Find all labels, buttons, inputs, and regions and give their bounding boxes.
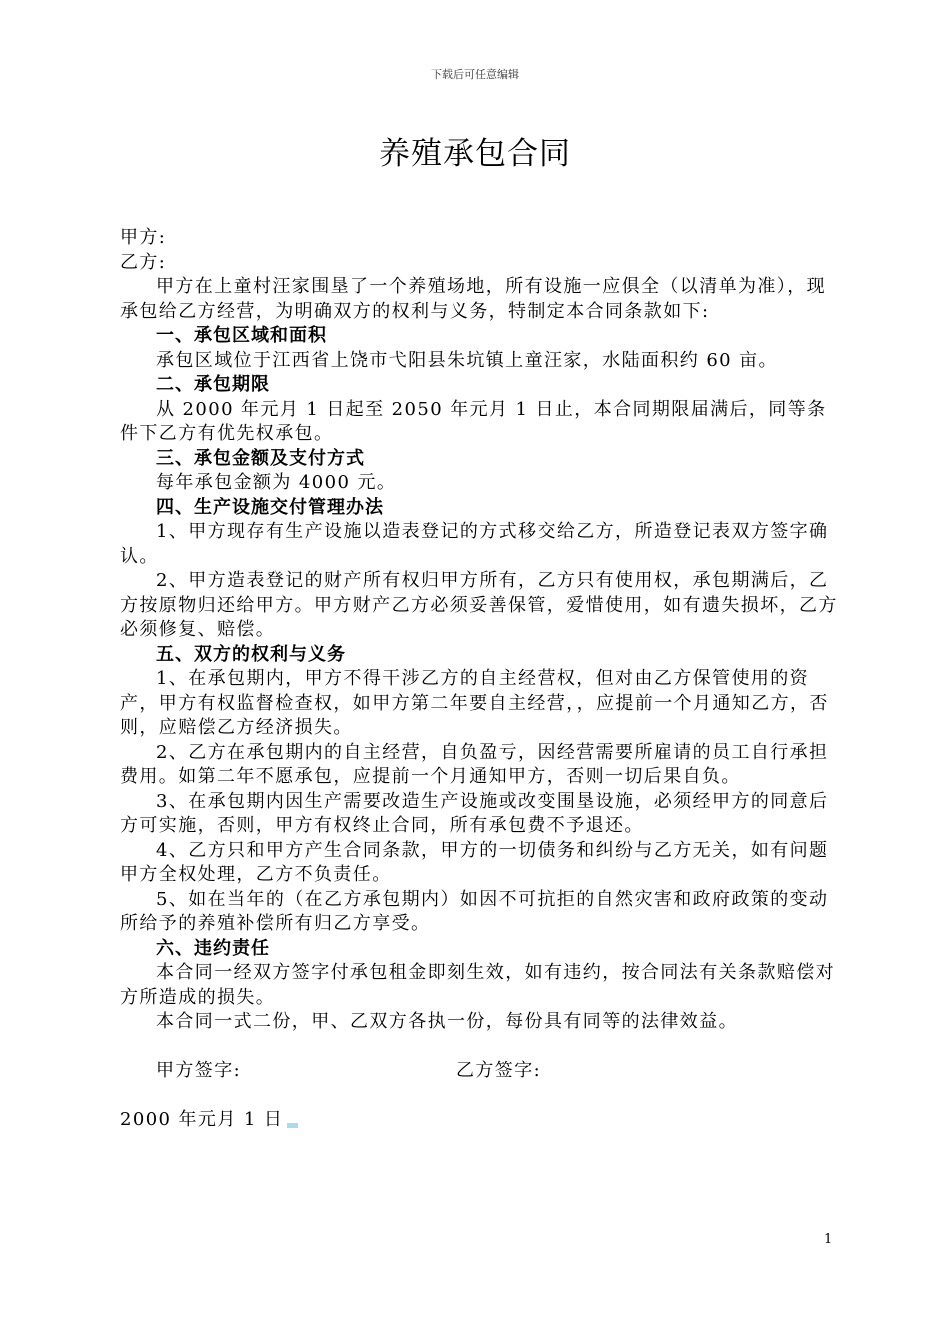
signature-a-label: 甲方签字: <box>156 1060 242 1081</box>
blank-line <box>120 1035 840 1060</box>
contract-body <box>120 226 840 1133</box>
section-paragraph: 1、甲方现存有生产设施以造表登记的方式移交给乙方，所造登记表双方签字确认。 <box>120 521 829 567</box>
section-heading: 四、生产设施交付管理办法 <box>156 496 384 518</box>
signature-row <box>120 1059 840 1084</box>
section-paragraph: 每年承包金额为 4000 元。 <box>156 472 397 493</box>
section-heading: 一、承包区域和面积 <box>156 325 327 346</box>
section-paragraph: 4、乙方只和甲方产生合同条款，甲方的一切债务和纠纷与乙方无关，如有问题甲方全权处理，乙方不负责任。 <box>120 839 829 885</box>
text-cursor-mark <box>287 1123 298 1128</box>
party-a-label: 甲方: <box>120 227 167 248</box>
section-paragraph: 1、在承包期内，甲方不得干涉乙方的自主经营权，但对由乙方保管使用的资产，甲方有权监督检查权，如甲方第二年要自主经营，，应提前一个月通知乙方，否则，应赔偿乙方经济损失。 <box>120 668 829 738</box>
section-paragraph: 3、在承包期内因生产需要改造生产设施或改变围垦设施，必须经甲方的同意后方可实施，否则，甲方有权终止合同，所有承包费不予退还。 <box>120 790 829 836</box>
signature-b-label: 乙方签字: <box>456 1060 542 1081</box>
header-note: 下载后可任意编辑 <box>431 68 519 81</box>
section-heading: 二、承包期限 <box>156 374 270 395</box>
section-paragraph: 2、甲方造表登记的财产所有权归甲方所有，乙方只有使用权，承包期满后，乙方按原物归还给甲方。甲方财产乙方必须妥善保管，爱惜使用，如有遗失损坏，乙方必须修复、赔偿。 <box>120 570 838 640</box>
blank-line <box>120 1084 840 1109</box>
section-paragraph: 5、如在当年的（在乙方承包期内）如因不可抗拒的自然灾害和政府政策的变动所给予的养殖补偿所有归乙方享受。 <box>120 888 829 934</box>
page-number: 1 <box>824 1232 833 1247</box>
document-title: 养殖承包合同 <box>379 136 571 172</box>
intro-paragraph: 甲方在上童村汪家围垦了一个养殖场地，所有设施一应俱全（以清单为准），现承包给乙方经营，为明确双方的权利与义务，特制定本合同条款如下: <box>120 276 826 322</box>
section-paragraph: 从 2000 年元月 1 日起至 2050 年元月 1 日止，本合同期限届满后，同等条件下乙方有优先权承包。 <box>120 398 827 444</box>
section-heading: 三、承包金额及支付方式 <box>156 447 365 469</box>
contract-date: 2000 年元月 1 日 <box>120 1109 284 1130</box>
section-paragraph: 本合同一经双方签字付承包租金即刻生效，如有违约，按合同法有关条款赔偿对方所造成的损失。 <box>120 962 835 1008</box>
section-paragraph: 本合同一式二份，甲、乙双方各执一份，每份具有同等的法律效益。 <box>156 1011 738 1032</box>
section-heading: 五、双方的权利与义务 <box>156 643 346 665</box>
section-heading: 六、违约责任 <box>156 937 270 959</box>
section-paragraph: 2、乙方在承包期内的自主经营，自负盈亏，因经营需要所雇请的员工自行承担费用。如第二年不愿承包，应提前一个月通知甲方，否则一切后果自负。 <box>120 741 829 787</box>
section-paragraph: 承包区域位于江西省上饶市弋阳县朱坑镇上童汪家，水陆面积约 60 亩。 <box>156 349 778 371</box>
date-line <box>120 1108 840 1133</box>
party-b-label: 乙方: <box>120 251 167 273</box>
